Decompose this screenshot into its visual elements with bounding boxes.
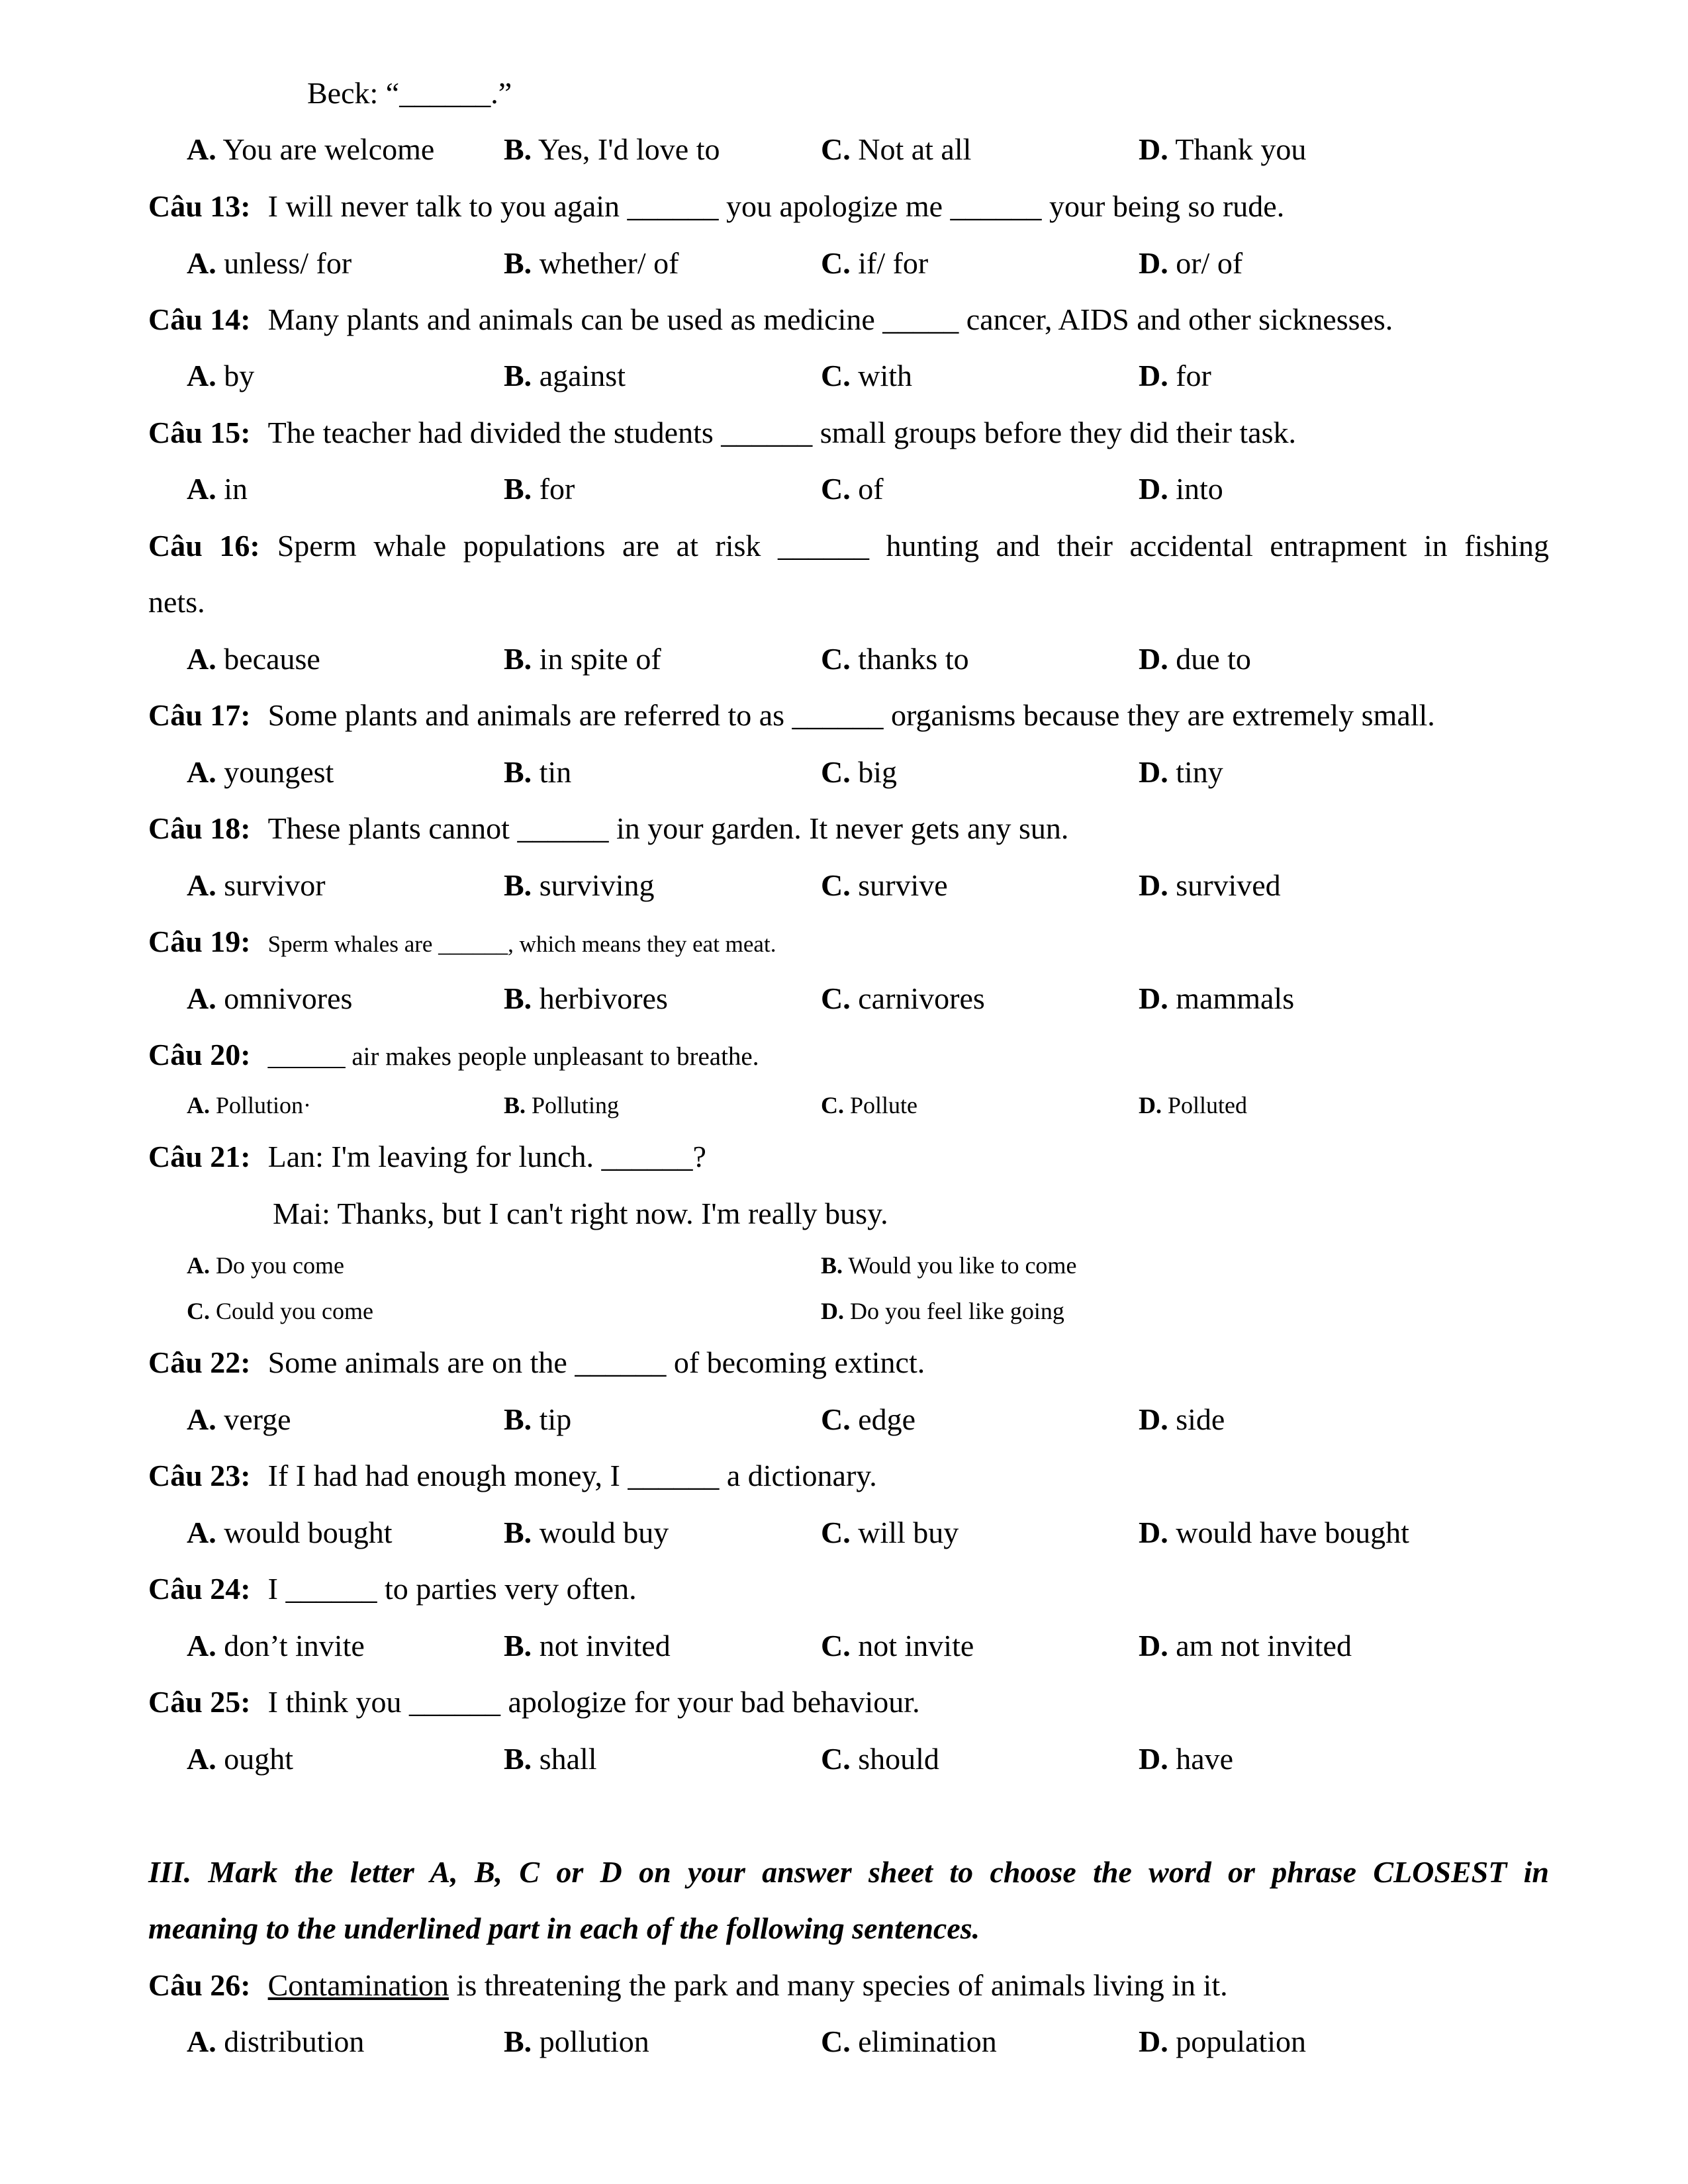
q17-stem: Câu 17: Some plants and animals are referred to as ______ organisms because they are extremely small. (148, 698, 1435, 732)
q22-option-d[interactable]: D. side (1139, 1402, 1225, 1436)
q20-stem: Câu 20: ______ air makes people unpleasant to breathe. (148, 1038, 759, 1071)
q15-option-c[interactable]: C. of (821, 472, 884, 506)
q13-option-c[interactable]: C. if/ for (821, 246, 929, 280)
q19-option-b[interactable]: B. herbivores (504, 981, 668, 1015)
q21-option-d[interactable]: D. Do you feel like going (821, 1298, 1064, 1324)
q18-option-c[interactable]: C. survive (821, 868, 948, 902)
q19-stem: Câu 19: Sperm whales are ______, which means they eat meat. (148, 925, 776, 958)
q24-option-c[interactable]: C. not invite (821, 1629, 974, 1662)
q13-option-a[interactable]: A. unless/ for (187, 246, 352, 280)
q21-stem-cont: Mai: Thanks, but I can't right now. I'm really busy. (273, 1197, 888, 1230)
q26-underlined-word: Contamination (267, 1968, 449, 2002)
q17-option-d[interactable]: D. tiny (1139, 755, 1223, 789)
q23-option-c[interactable]: C. will buy (821, 1516, 959, 1549)
q26-option-d[interactable]: D. population (1139, 2025, 1306, 2058)
q19-option-d[interactable]: D. mammals (1139, 981, 1295, 1015)
q14-option-a[interactable]: A. by (187, 359, 255, 392)
q26-option-a[interactable]: A. distribution (187, 2025, 365, 2058)
q17-option-b[interactable]: B. tin (504, 755, 572, 789)
q12-option-a[interactable]: A. You are welcome (187, 132, 435, 166)
q12-option-d[interactable]: D. Thank you (1139, 132, 1307, 166)
q12-dialog: Beck: “______.” (307, 76, 512, 110)
section-3-heading-cont: meaning to the underlined part in each of the following sentences. (148, 1911, 980, 1945)
q16-stem: Câu 16: Sperm whale populations are at risk ______ hunting and their accidental entrapment in fishing (148, 529, 1549, 563)
q25-option-a[interactable]: A. ought (187, 1742, 294, 1776)
q13-option-b[interactable]: B. whether/ of (504, 246, 679, 280)
q24-option-b[interactable]: B. not invited (504, 1629, 671, 1662)
q15-option-d[interactable]: D. into (1139, 472, 1223, 506)
q23-option-a[interactable]: A. would bought (187, 1516, 393, 1549)
q25-option-d[interactable]: D. have (1139, 1742, 1234, 1776)
q18-option-a[interactable]: A. survivor (187, 868, 326, 902)
q22-stem: Câu 22: Some animals are on the ______ of becoming extinct. (148, 1345, 925, 1379)
q17-option-c[interactable]: C. big (821, 755, 898, 789)
q24-option-a[interactable]: A. don’t invite (187, 1629, 365, 1662)
q22-option-a[interactable]: A. verge (187, 1402, 291, 1436)
q16-option-a[interactable]: A. because (187, 642, 320, 676)
q21-option-b[interactable]: B. Would you like to come (821, 1252, 1077, 1279)
q17-option-a[interactable]: A. youngest (187, 755, 334, 789)
q25-option-c[interactable]: C. should (821, 1742, 939, 1776)
q20-option-b[interactable]: B. Polluting (504, 1092, 620, 1118)
q26-option-c[interactable]: C. elimination (821, 2025, 997, 2058)
q20-option-a[interactable]: A. Pollution· (187, 1092, 312, 1118)
q24-option-d[interactable]: D. am not invited (1139, 1629, 1352, 1662)
q26-stem: Câu 26: Contamination is threatening the park and many species of animals living in it. (148, 1968, 1228, 2002)
q14-option-d[interactable]: D. for (1139, 359, 1211, 392)
q20-option-d[interactable]: D. Polluted (1139, 1092, 1248, 1118)
q14-option-b[interactable]: B. against (504, 359, 626, 392)
q21-option-a[interactable]: A. Do you come (187, 1252, 344, 1279)
q15-option-a[interactable]: A. in (187, 472, 248, 506)
q18-option-b[interactable]: B. surviving (504, 868, 655, 902)
q18-option-d[interactable]: D. survived (1139, 868, 1281, 902)
q14-option-c[interactable]: C. with (821, 359, 913, 392)
q25-stem: Câu 25: I think you ______ apologize for your bad behaviour. (148, 1685, 920, 1719)
q12-option-c[interactable]: C. Not at all (821, 132, 972, 166)
q12-option-b[interactable]: B. Yes, I'd love to (504, 132, 720, 166)
q19-option-a[interactable]: A. omnivores (187, 981, 353, 1015)
q18-stem: Câu 18: These plants cannot ______ in your garden. It never gets any sun. (148, 811, 1069, 845)
section-3-heading: III. Mark the letter A, B, C or D on your answer sheet to choose the word or phrase CLOSEST in (148, 1855, 1549, 1889)
q23-option-b[interactable]: B. would buy (504, 1516, 669, 1549)
q20-option-c[interactable]: C. Pollute (821, 1092, 918, 1118)
q16-option-b[interactable]: B. in spite of (504, 642, 661, 676)
q14-stem: Câu 14: Many plants and animals can be used as medicine _____ cancer, AIDS and other sicknesses. (148, 302, 1393, 336)
q15-stem: Câu 15: The teacher had divided the students ______ small groups before they did their task. (148, 416, 1297, 449)
q13-stem: Câu 13: I will never talk to you again ______ you apologize me ______ your being so rude. (148, 189, 1285, 223)
q22-option-c[interactable]: C. edge (821, 1402, 916, 1436)
q24-stem: Câu 24: I ______ to parties very often. (148, 1572, 637, 1606)
q26-option-b[interactable]: B. pollution (504, 2025, 649, 2058)
q21-option-c[interactable]: C. Could you come (187, 1298, 373, 1324)
q25-option-b[interactable]: B. shall (504, 1742, 597, 1776)
q23-stem: Câu 23: If I had had enough money, I ______ a dictionary. (148, 1459, 877, 1492)
q16-option-d[interactable]: D. due to (1139, 642, 1251, 676)
q23-option-d[interactable]: D. would have bought (1139, 1516, 1409, 1549)
q15-option-b[interactable]: B. for (504, 472, 575, 506)
q16-option-c[interactable]: C. thanks to (821, 642, 969, 676)
q22-option-b[interactable]: B. tip (504, 1402, 572, 1436)
q21-stem: Câu 21: Lan: I'm leaving for lunch. ______? (148, 1140, 706, 1173)
q19-option-c[interactable]: C. carnivores (821, 981, 985, 1015)
q13-option-d[interactable]: D. or/ of (1139, 246, 1243, 280)
q16-stem-cont: nets. (148, 585, 205, 619)
